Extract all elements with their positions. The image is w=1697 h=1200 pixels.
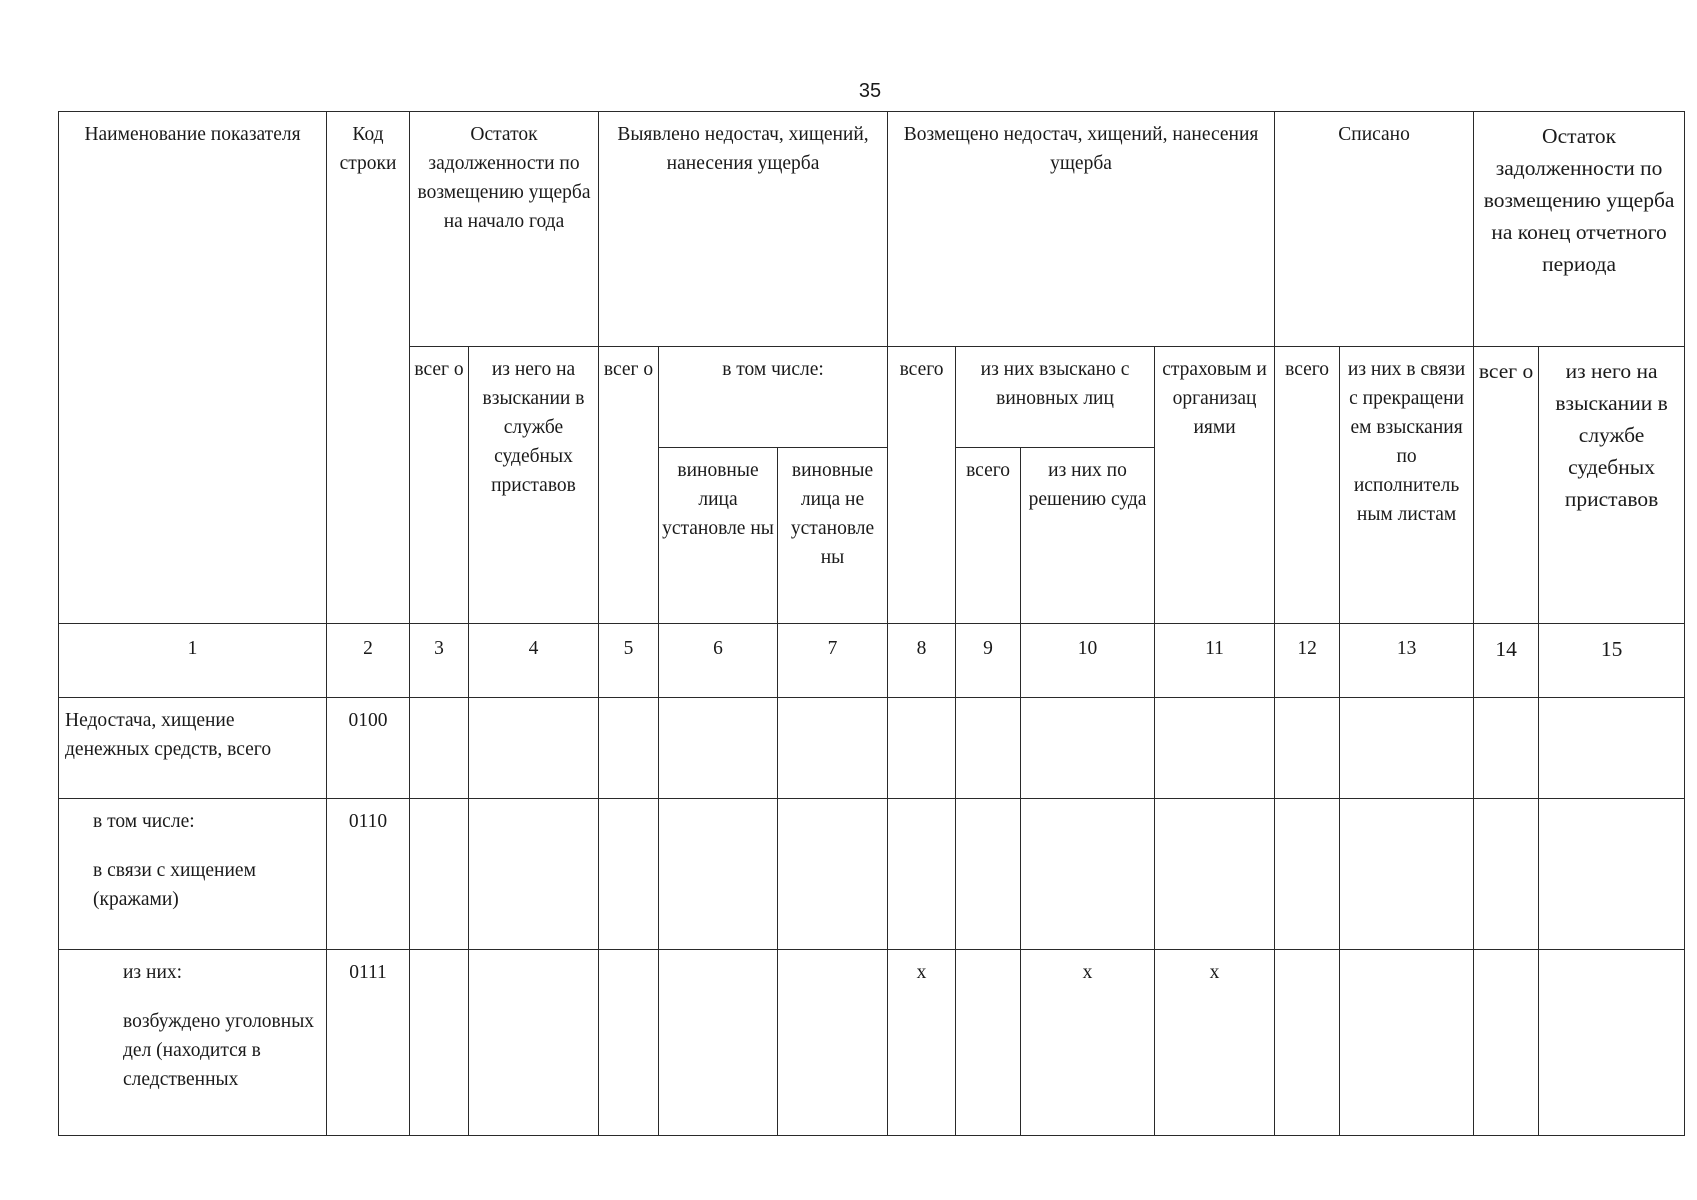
header-name: Наименование показателя bbox=[59, 112, 327, 624]
header-comp-cul-court: из них по решению суда bbox=[1021, 448, 1155, 624]
header-compensated: Возмещено недостач, хищений, нанесения ущерба bbox=[888, 112, 1275, 347]
table-cell: x bbox=[1155, 950, 1275, 1136]
column-numbers-row bbox=[59, 624, 1685, 698]
header-bs-total: всег о bbox=[410, 347, 469, 624]
table-cell bbox=[599, 950, 659, 1136]
table-row bbox=[59, 698, 1685, 799]
table-cell bbox=[888, 698, 956, 799]
table-cell bbox=[410, 799, 469, 950]
row-name-prefix: из них: bbox=[123, 962, 183, 983]
column-number: 3 bbox=[410, 624, 469, 698]
header-wo-total: всего bbox=[1275, 347, 1340, 624]
header-detected: Выявлено недостач, хищений, нанесения ущерба bbox=[599, 112, 888, 347]
table-cell bbox=[1155, 799, 1275, 950]
column-number: 12 bbox=[1275, 624, 1340, 698]
column-number: 7 bbox=[778, 624, 888, 698]
table-cell bbox=[888, 799, 956, 950]
column-number: 15 bbox=[1539, 624, 1685, 698]
table-cell bbox=[778, 950, 888, 1136]
table-cell bbox=[469, 950, 599, 1136]
header-det-culprits-not-found: виновные лица не установле ны bbox=[778, 448, 888, 624]
table-row bbox=[59, 799, 1685, 950]
column-number: 2 bbox=[327, 624, 410, 698]
table-cell bbox=[1474, 698, 1539, 799]
header-be-total: всег о bbox=[1474, 347, 1539, 624]
table-cell bbox=[1474, 799, 1539, 950]
table-cell bbox=[1340, 950, 1474, 1136]
header-row-1 bbox=[59, 112, 1685, 347]
table-cell bbox=[1539, 799, 1685, 950]
header-wo-termination: из них в связи с прекращени ем взыскания по исполнитель ным листам bbox=[1340, 347, 1474, 624]
header-comp-cul-total: всего bbox=[956, 448, 1021, 624]
table-cell bbox=[410, 698, 469, 799]
table-cell bbox=[1275, 698, 1340, 799]
table-cell bbox=[956, 950, 1021, 1136]
report-table bbox=[58, 111, 1685, 1136]
table-cell: x bbox=[888, 950, 956, 1136]
row-name-text: в связи с хищением (кражами) bbox=[93, 860, 256, 910]
table-cell bbox=[956, 698, 1021, 799]
column-number: 5 bbox=[599, 624, 659, 698]
column-number: 9 bbox=[956, 624, 1021, 698]
table-cell bbox=[1474, 950, 1539, 1136]
header-comp-insurance: страховым и организац иями bbox=[1155, 347, 1275, 624]
table-cell bbox=[1021, 698, 1155, 799]
table-cell bbox=[1155, 698, 1275, 799]
header-det-total: всег о bbox=[599, 347, 659, 624]
row-code: 0110 bbox=[327, 799, 410, 950]
row-code: 0111 bbox=[327, 950, 410, 1136]
column-number: 14 bbox=[1474, 624, 1539, 698]
header-code: Код строки bbox=[327, 112, 410, 624]
header-comp-from-culprits: из них взыскано с виновных лиц bbox=[956, 347, 1155, 448]
table-cell bbox=[778, 698, 888, 799]
page-number: 35 bbox=[858, 80, 882, 102]
table-cell bbox=[1340, 698, 1474, 799]
table-cell: x bbox=[1021, 950, 1155, 1136]
header-balance-end: Остаток задолженности по возмещению ущерба на конец отчетного периода bbox=[1474, 112, 1685, 347]
header-det-including: в том числе: bbox=[659, 347, 888, 448]
row-name bbox=[59, 950, 327, 1136]
column-number: 10 bbox=[1021, 624, 1155, 698]
header-bs-bailiffs: из него на взыскании в службе судебных приставов bbox=[469, 347, 599, 624]
table-cell bbox=[410, 950, 469, 1136]
column-number: 1 bbox=[59, 624, 327, 698]
row-name: Недостача, хищение денежных средств, всего bbox=[59, 698, 327, 799]
column-number: 13 bbox=[1340, 624, 1474, 698]
table-cell bbox=[956, 799, 1021, 950]
header-comp-total: всего bbox=[888, 347, 956, 624]
row-name-prefix: в том числе: bbox=[93, 811, 195, 832]
column-number: 4 bbox=[469, 624, 599, 698]
table-cell bbox=[599, 799, 659, 950]
table-cell bbox=[659, 799, 778, 950]
table-cell bbox=[1539, 950, 1685, 1136]
table-cell bbox=[469, 799, 599, 950]
table-cell bbox=[1340, 799, 1474, 950]
column-number: 8 bbox=[888, 624, 956, 698]
table-cell bbox=[778, 799, 888, 950]
column-number: 6 bbox=[659, 624, 778, 698]
header-det-culprits-found: виновные лица установле ны bbox=[659, 448, 778, 624]
table-cell bbox=[469, 698, 599, 799]
row-name-text: возбуждено уголовных дел (находится в следственных bbox=[123, 1011, 315, 1090]
header-written-off: Списано bbox=[1275, 112, 1474, 347]
header-be-bailiffs: из него на взыскании в службе судебных приставов bbox=[1539, 347, 1685, 624]
table-cell bbox=[659, 950, 778, 1136]
table-cell bbox=[659, 698, 778, 799]
table-cell bbox=[1275, 950, 1340, 1136]
row-name bbox=[59, 799, 327, 950]
column-number: 11 bbox=[1155, 624, 1275, 698]
header-balance-start: Остаток задолженности по возмещению ущерба на начало года bbox=[410, 112, 599, 347]
table-cell bbox=[1275, 799, 1340, 950]
table-cell bbox=[1021, 799, 1155, 950]
table-row bbox=[59, 950, 1685, 1136]
table-cell bbox=[1539, 698, 1685, 799]
table-cell bbox=[599, 698, 659, 799]
row-code: 0100 bbox=[327, 698, 410, 799]
